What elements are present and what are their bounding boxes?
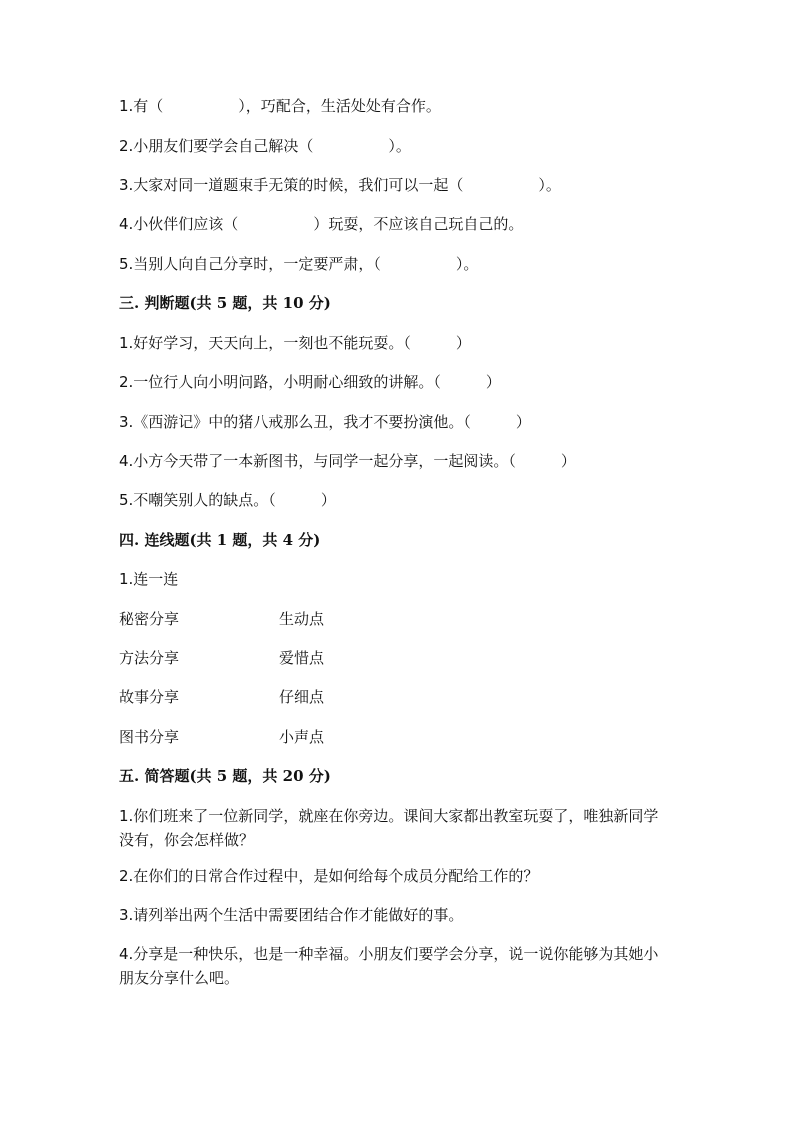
section-heading-matching: 四. 连线题(共 1 题，共 4 分)	[119, 531, 321, 549]
judgment-question-3: 3.《西游记》中的猪八戒那么丑，我才不要扮演他。（ ）	[119, 413, 531, 431]
judgment-question-5: 5.不嘲笑别人的缺点。（ ）	[119, 491, 336, 509]
judgment-question-4: 4.小方今天带了一本新图书，与同学一起分享，一起阅读。（ ）	[119, 452, 576, 470]
short-answer-question-3: 3.请列举出两个生活中需要团结合作才能做好的事。	[119, 906, 464, 924]
short-answer-question-1: 1.你们班来了一位新同学，就座在你旁边。课间大家都出教室玩耍了，唯独新同学没有，你会怎样做？	[119, 807, 659, 849]
fill-in-question-1: 1.有（ ），巧配合，生活处处有合作。	[119, 97, 441, 115]
section-heading-short-answer: 五. 简答题(共 5 题，共 20 分)	[119, 767, 331, 785]
matching-right-item-1: 生动点	[279, 610, 325, 628]
matching-left-item-1: 秘密分享	[119, 610, 180, 628]
matching-left-item-4: 图书分享	[119, 728, 180, 746]
fill-in-question-5: 5.当别人向自己分享时，一定要严肃，（ ）。	[119, 255, 479, 273]
fill-in-question-4: 4.小伙伴们应该（ ）玩耍，不应该自己玩自己的。	[119, 215, 524, 233]
matching-right-item-3: 仔细点	[279, 688, 325, 706]
matching-question: 1.连一连	[119, 570, 179, 588]
section-heading-judgment: 三. 判断题(共 5 题，共 10 分)	[119, 294, 331, 312]
short-answer-question-2: 2.在你们的日常合作过程中，是如何给每个成员分配给工作的？	[119, 867, 539, 885]
fill-in-question-2: 2.小朋友们要学会自己解决（ ）。	[119, 137, 411, 155]
matching-right-item-2: 爱惜点	[279, 649, 325, 667]
judgment-question-1: 1.好好学习，天天向上，一刻也不能玩耍。（ ）	[119, 334, 471, 352]
matching-left-item-3: 故事分享	[119, 688, 180, 706]
matching-right-item-4: 小声点	[279, 728, 325, 746]
fill-in-question-3: 3.大家对同一道题束手无策的时候，我们可以一起（ ）。	[119, 176, 561, 194]
short-answer-question-4: 4.分享是一种快乐，也是一种幸福。小朋友们要学会分享，说一说你能够为其她小朋友分享什么吧。	[119, 945, 659, 987]
judgment-question-2: 2.一位行人向小明问路，小明耐心细致的讲解。（ ）	[119, 373, 501, 391]
matching-left-item-2: 方法分享	[119, 649, 180, 667]
